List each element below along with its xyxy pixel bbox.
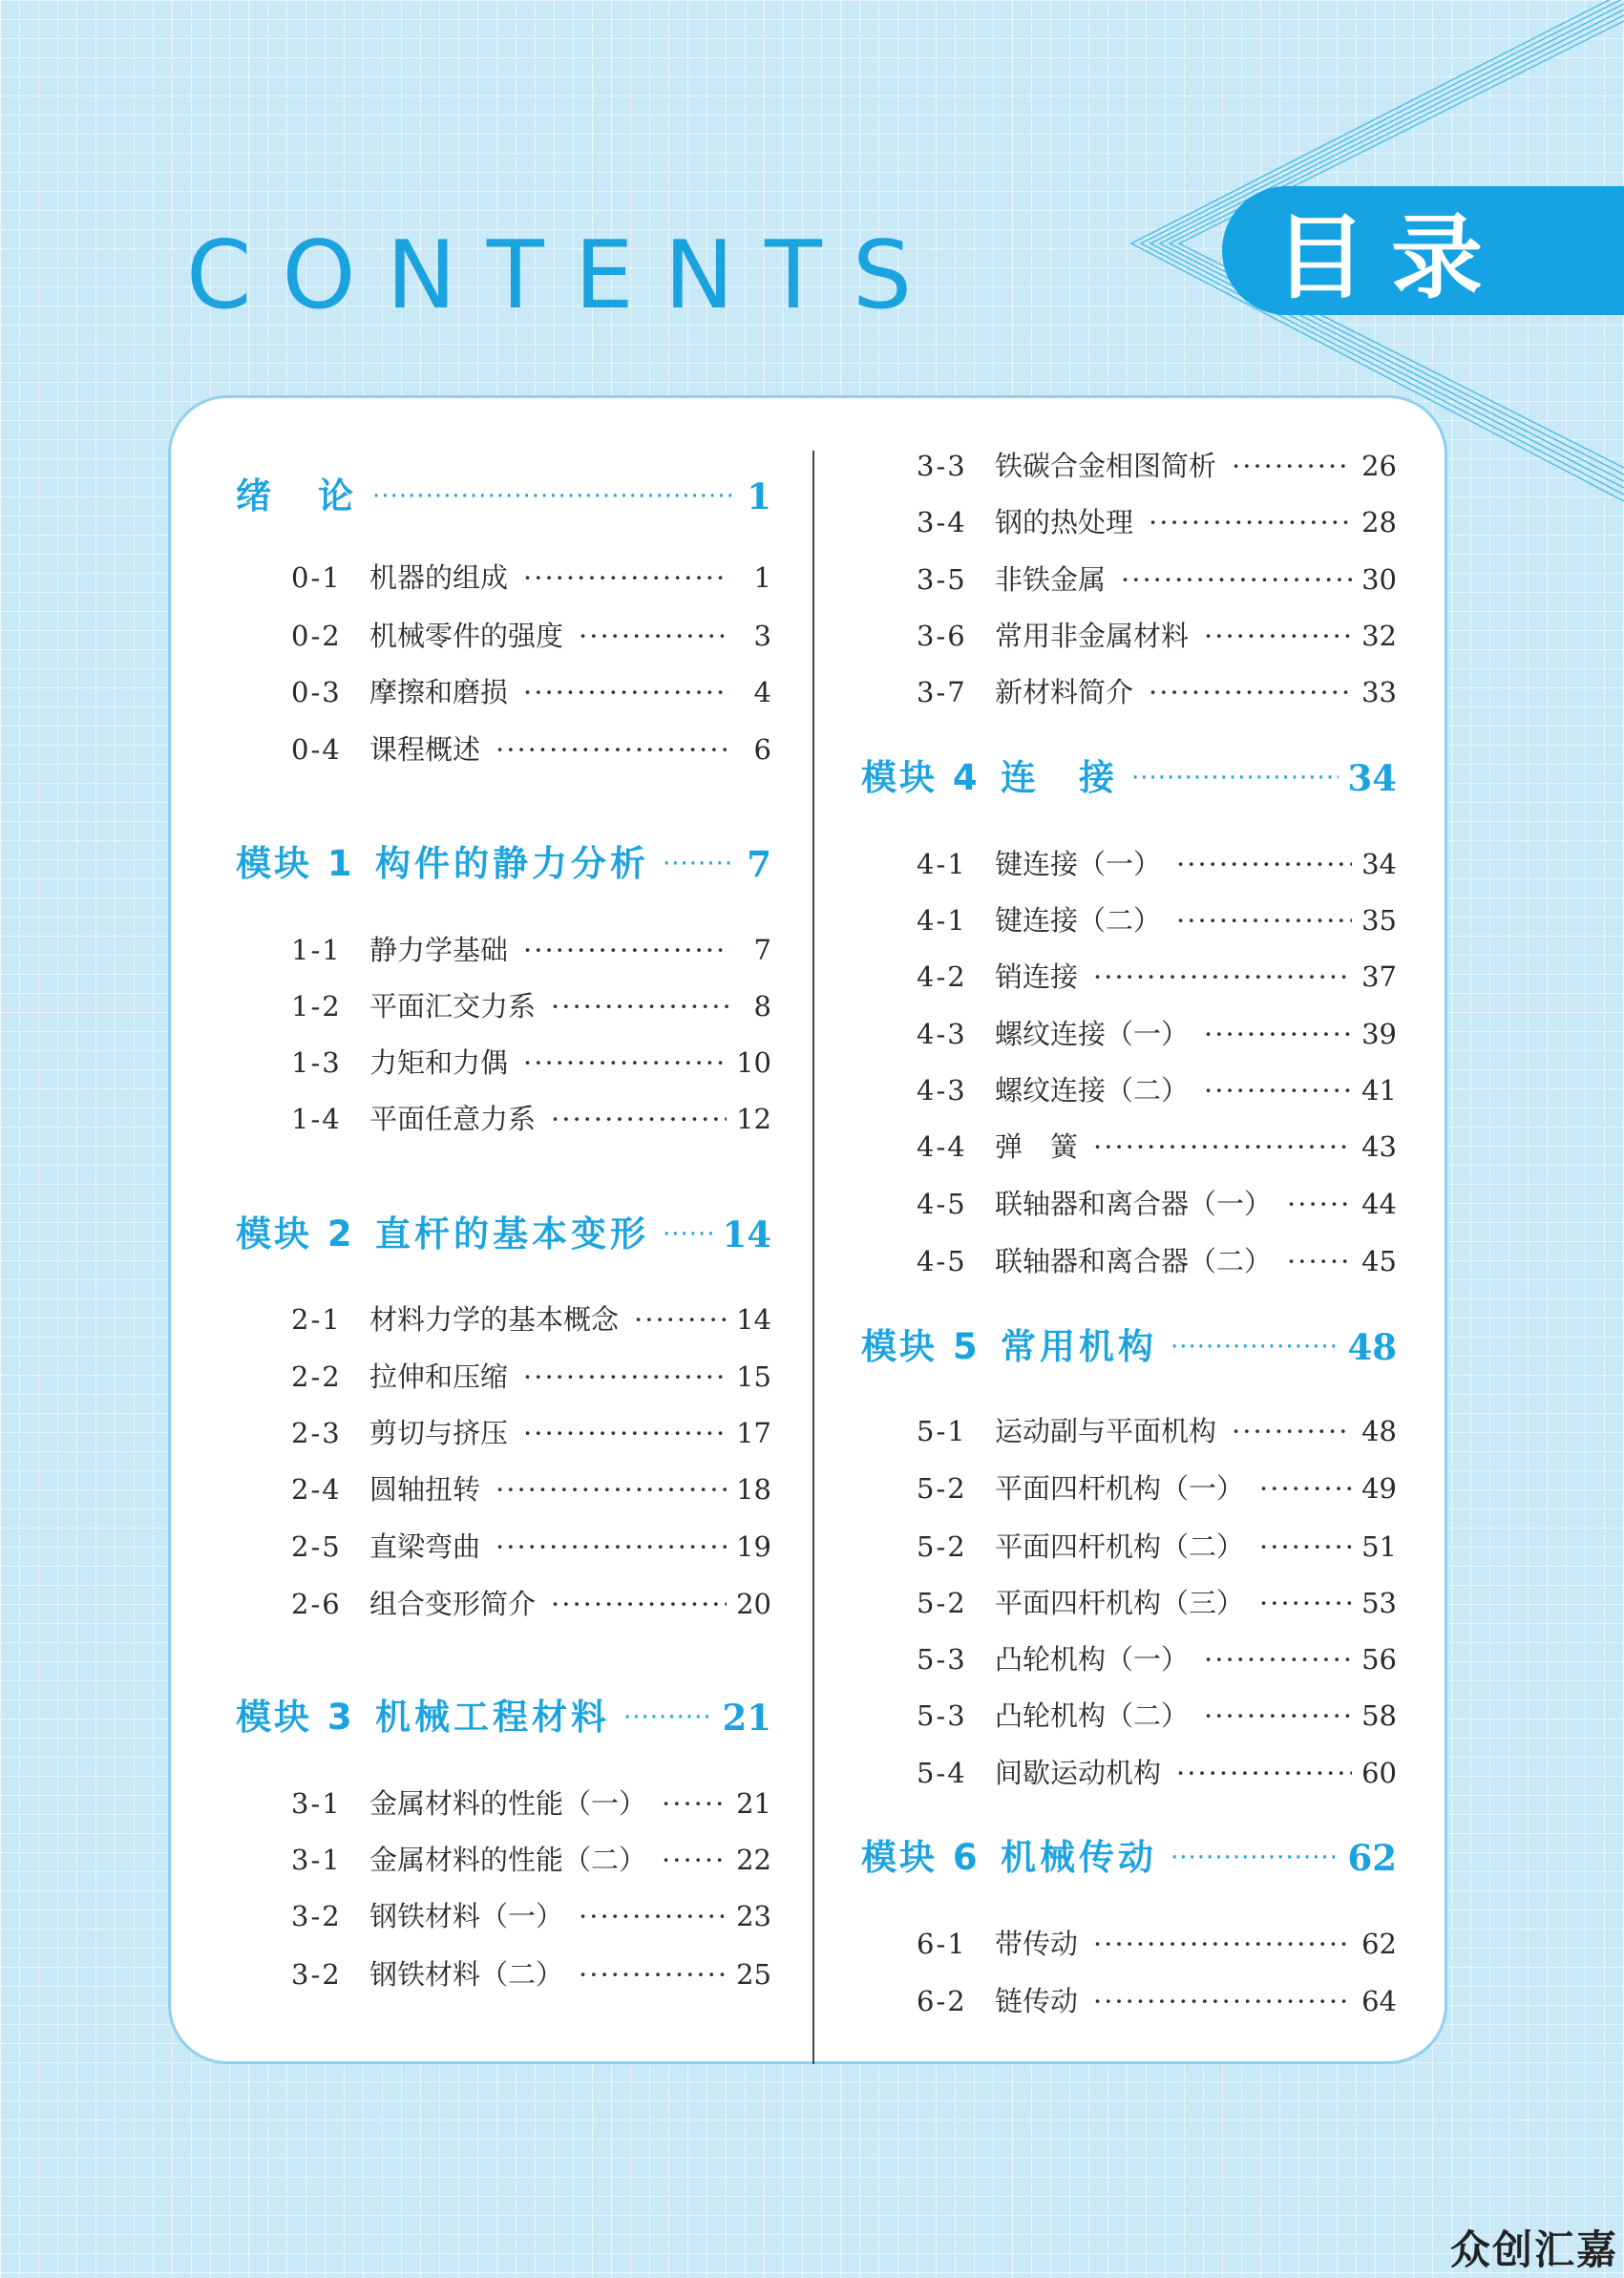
mulu-tab bbox=[1222, 186, 1624, 315]
dot-leader bbox=[1232, 1412, 1352, 1450]
entry-code: 1-3 bbox=[291, 1046, 342, 1079]
toc-entry[interactable] bbox=[291, 1358, 771, 1396]
dot-leader bbox=[1093, 958, 1352, 996]
entry-code: 3-4 bbox=[917, 506, 967, 538]
entry-title: 键连接（一） bbox=[995, 848, 1162, 880]
entry-page-number: 21 bbox=[736, 1787, 771, 1820]
entry-page-number: 3 bbox=[753, 620, 771, 652]
entry-page-number: 28 bbox=[1361, 506, 1397, 538]
toc-entry[interactable] bbox=[917, 1128, 1397, 1166]
dot-leader bbox=[663, 840, 733, 888]
entry-page-number: 7 bbox=[753, 934, 771, 966]
entry-title: 联轴器和离合器（二） bbox=[995, 1245, 1273, 1277]
entry-code: 5-3 bbox=[917, 1699, 967, 1732]
dot-leader bbox=[551, 987, 729, 1025]
entry-title: 键连接（二） bbox=[995, 904, 1162, 937]
toc-module-heading bbox=[861, 754, 1397, 802]
entry-title: 平面汇交力系 bbox=[369, 990, 537, 1023]
entry-title: 带传动 bbox=[995, 1928, 1079, 1960]
module-label: 模块 4 bbox=[861, 757, 981, 798]
dot-leader bbox=[1259, 1469, 1352, 1508]
module-title: 构件的静力分析 bbox=[375, 843, 649, 884]
entry-code: 1-4 bbox=[291, 1103, 342, 1135]
dot-leader bbox=[1171, 1323, 1339, 1371]
entry-page-number: 58 bbox=[1361, 1699, 1397, 1732]
toc-entry[interactable] bbox=[291, 559, 771, 597]
toc-module-heading bbox=[236, 473, 771, 520]
module-page-number: 62 bbox=[1347, 1837, 1397, 1879]
entry-title: 机器的组成 bbox=[369, 561, 509, 594]
entry-title: 拉伸和压缩 bbox=[369, 1360, 509, 1393]
toc-module-heading bbox=[236, 1211, 771, 1258]
entry-code: 4-4 bbox=[917, 1130, 967, 1163]
entry-page-number: 51 bbox=[1361, 1530, 1397, 1563]
mulu-label: 目录 bbox=[1275, 204, 1508, 311]
entry-title: 金属材料的性能（二） bbox=[369, 1844, 647, 1876]
entry-title: 链传动 bbox=[995, 1985, 1079, 2017]
dot-leader bbox=[1204, 1697, 1352, 1735]
entry-title: 非铁金属 bbox=[995, 563, 1107, 596]
entry-page-number: 41 bbox=[1361, 1074, 1397, 1107]
dot-leader bbox=[1204, 1640, 1352, 1678]
dot-leader bbox=[523, 673, 729, 711]
dot-leader bbox=[1204, 617, 1352, 655]
entry-code: 4-3 bbox=[917, 1074, 967, 1107]
dot-leader bbox=[1093, 1128, 1352, 1166]
entry-title: 钢铁材料（二） bbox=[369, 1958, 564, 1991]
dot-leader bbox=[579, 617, 729, 655]
entry-title: 直梁弯曲 bbox=[369, 1530, 481, 1563]
toc-entry[interactable] bbox=[291, 1470, 771, 1508]
dot-leader bbox=[1204, 1071, 1352, 1109]
toc-entry[interactable] bbox=[917, 1754, 1397, 1792]
toc-entry[interactable] bbox=[291, 1955, 771, 1993]
column-divider bbox=[812, 451, 814, 2064]
module-page-number: 14 bbox=[722, 1213, 771, 1255]
entry-code: 4-2 bbox=[917, 960, 967, 993]
dot-leader bbox=[1204, 1015, 1352, 1053]
entry-page-number: 44 bbox=[1361, 1188, 1397, 1220]
entry-code: 4-5 bbox=[917, 1245, 967, 1277]
dot-leader bbox=[579, 1897, 727, 1935]
toc-entry[interactable] bbox=[917, 503, 1397, 541]
dot-leader bbox=[523, 559, 729, 597]
entry-title: 联轴器和离合器（一） bbox=[995, 1188, 1273, 1220]
entry-code: 1-1 bbox=[291, 934, 342, 966]
entry-page-number: 39 bbox=[1361, 1018, 1397, 1050]
toc-entry[interactable] bbox=[291, 1044, 771, 1082]
toc-entry[interactable] bbox=[291, 987, 771, 1025]
dot-leader bbox=[1287, 1242, 1352, 1280]
toc-entry[interactable] bbox=[291, 1897, 771, 1935]
entry-page-number: 49 bbox=[1361, 1472, 1397, 1505]
module-title: 常用机构 bbox=[1001, 1326, 1157, 1367]
toc-entry[interactable] bbox=[291, 931, 771, 969]
entry-code: 5-2 bbox=[917, 1587, 967, 1619]
entry-code: 2-5 bbox=[291, 1530, 342, 1563]
module-title: 机械传动 bbox=[1001, 1837, 1157, 1878]
dot-leader bbox=[372, 473, 733, 520]
entry-code: 4-5 bbox=[917, 1188, 967, 1220]
dot-leader bbox=[1259, 1584, 1352, 1622]
entry-title: 平面四杆机构（三） bbox=[995, 1587, 1245, 1619]
dot-leader bbox=[523, 1044, 727, 1082]
dot-leader bbox=[1149, 503, 1352, 541]
entry-title: 金属材料的性能（一） bbox=[369, 1787, 647, 1820]
dot-leader bbox=[1093, 1982, 1352, 2020]
entry-code: 3-5 bbox=[917, 563, 967, 596]
entry-page-number: 20 bbox=[736, 1588, 771, 1620]
dot-leader bbox=[1176, 845, 1352, 883]
entry-title: 摩擦和磨损 bbox=[369, 676, 509, 708]
entry-title: 铁碳合金相图简析 bbox=[995, 450, 1217, 482]
contents-heading: CONTENTS bbox=[186, 221, 943, 330]
dot-leader bbox=[662, 1841, 727, 1879]
dot-leader bbox=[1121, 560, 1352, 599]
entry-title: 螺纹连接（二） bbox=[995, 1074, 1190, 1107]
entry-code: 0-3 bbox=[291, 676, 342, 708]
dot-leader bbox=[496, 1470, 727, 1508]
entry-title: 力矩和力偶 bbox=[369, 1046, 509, 1079]
entry-code: 4-1 bbox=[917, 848, 967, 880]
entry-page-number: 17 bbox=[736, 1417, 771, 1449]
entry-title: 凸轮机构（一） bbox=[995, 1643, 1190, 1676]
entry-code: 3-7 bbox=[917, 676, 967, 708]
entry-page-number: 4 bbox=[753, 676, 771, 708]
dot-leader bbox=[523, 931, 729, 969]
entry-page-number: 60 bbox=[1361, 1757, 1397, 1789]
module-page-number: 1 bbox=[747, 475, 771, 517]
entry-page-number: 48 bbox=[1361, 1415, 1397, 1447]
entry-page-number: 33 bbox=[1361, 676, 1397, 708]
dot-leader bbox=[662, 1784, 727, 1823]
entry-page-number: 32 bbox=[1361, 620, 1397, 652]
entry-title: 钢的热处理 bbox=[995, 506, 1134, 538]
toc-entry[interactable] bbox=[917, 1640, 1397, 1678]
entry-code: 3-1 bbox=[291, 1787, 342, 1820]
toc-entry[interactable] bbox=[917, 560, 1397, 599]
entry-code: 2-6 bbox=[291, 1588, 342, 1620]
entry-title: 静力学基础 bbox=[369, 934, 509, 966]
toc-entry[interactable] bbox=[917, 958, 1397, 996]
module-page-number: 7 bbox=[747, 843, 771, 885]
entry-code: 1-2 bbox=[291, 990, 342, 1023]
dot-leader bbox=[523, 1358, 727, 1396]
entry-code: 0-1 bbox=[291, 561, 342, 594]
entry-title: 平面任意力系 bbox=[369, 1103, 537, 1135]
entry-page-number: 64 bbox=[1361, 1985, 1397, 2017]
entry-code: 5-1 bbox=[917, 1415, 967, 1447]
toc-module-heading bbox=[236, 1694, 771, 1741]
entry-code: 5-2 bbox=[917, 1530, 967, 1563]
toc-entry[interactable] bbox=[291, 1300, 771, 1339]
entry-code: 5-3 bbox=[917, 1643, 967, 1676]
entry-page-number: 26 bbox=[1361, 450, 1397, 482]
dot-leader bbox=[523, 1414, 727, 1452]
entry-code: 3-6 bbox=[917, 620, 967, 652]
toc-entry[interactable] bbox=[291, 1414, 771, 1452]
toc-module-heading bbox=[861, 1834, 1397, 1882]
module-label: 模块 3 bbox=[236, 1697, 355, 1738]
entry-code: 6-1 bbox=[917, 1928, 967, 1960]
dot-leader bbox=[1287, 1185, 1352, 1223]
dot-leader bbox=[634, 1300, 727, 1339]
dot-leader bbox=[496, 730, 729, 769]
entry-page-number: 23 bbox=[736, 1900, 771, 1932]
module-title: 直杆的基本变形 bbox=[375, 1213, 649, 1255]
entry-page-number: 56 bbox=[1361, 1643, 1397, 1676]
toc-entry[interactable] bbox=[917, 1925, 1397, 1963]
entry-title: 机械零件的强度 bbox=[369, 620, 564, 652]
dot-leader bbox=[663, 1211, 713, 1258]
dot-leader bbox=[1176, 1754, 1352, 1792]
entry-code: 5-2 bbox=[917, 1472, 967, 1505]
module-label: 绪 论 bbox=[236, 475, 359, 517]
entry-page-number: 22 bbox=[736, 1844, 771, 1876]
entry-title: 组合变形简介 bbox=[369, 1588, 537, 1620]
toc-entry[interactable] bbox=[917, 1071, 1397, 1109]
toc-entry[interactable] bbox=[291, 1100, 771, 1138]
module-title: 连 接 bbox=[1001, 757, 1118, 798]
dot-leader bbox=[496, 1528, 727, 1566]
dot-leader bbox=[1131, 754, 1339, 802]
entry-page-number: 34 bbox=[1361, 848, 1397, 880]
dot-leader bbox=[1232, 447, 1352, 485]
entry-code: 0-4 bbox=[291, 733, 342, 766]
dot-leader bbox=[579, 1955, 727, 1993]
entry-code: 0-2 bbox=[291, 620, 342, 652]
entry-title: 新材料简介 bbox=[995, 676, 1134, 708]
module-label: 模块 6 bbox=[861, 1837, 981, 1878]
entry-code: 3-2 bbox=[291, 1958, 342, 1991]
entry-title: 平面四杆机构（二） bbox=[995, 1530, 1245, 1563]
entry-code: 3-1 bbox=[291, 1844, 342, 1876]
toc-entry[interactable] bbox=[291, 1841, 771, 1879]
module-label: 模块 1 bbox=[236, 843, 355, 884]
entry-page-number: 12 bbox=[736, 1103, 771, 1135]
toc-entry[interactable] bbox=[291, 617, 771, 655]
entry-title: 平面四杆机构（一） bbox=[995, 1472, 1245, 1505]
toc-entry[interactable] bbox=[917, 1185, 1397, 1223]
entry-page-number: 14 bbox=[736, 1303, 771, 1336]
entry-code: 5-4 bbox=[917, 1757, 967, 1789]
entry-code: 4-3 bbox=[917, 1018, 967, 1050]
toc-card bbox=[168, 395, 1447, 2064]
module-label: 模块 5 bbox=[861, 1326, 981, 1367]
entry-code: 3-3 bbox=[917, 450, 967, 482]
dot-leader bbox=[1149, 673, 1352, 711]
toc-entry[interactable] bbox=[917, 1584, 1397, 1622]
module-page-number: 34 bbox=[1347, 757, 1397, 799]
entry-title: 课程概述 bbox=[369, 733, 481, 766]
entry-page-number: 62 bbox=[1361, 1928, 1397, 1960]
entry-title: 弹 簧 bbox=[995, 1130, 1079, 1163]
dot-leader bbox=[623, 1694, 713, 1741]
toc-entry[interactable] bbox=[291, 1528, 771, 1566]
entry-page-number: 53 bbox=[1361, 1587, 1397, 1619]
toc-entry[interactable] bbox=[291, 730, 771, 769]
entry-page-number: 1 bbox=[753, 561, 771, 594]
toc-entry[interactable] bbox=[917, 673, 1397, 711]
module-title: 机械工程材料 bbox=[375, 1697, 610, 1738]
entry-title: 剪切与挤压 bbox=[369, 1417, 509, 1449]
entry-page-number: 25 bbox=[736, 1958, 771, 1991]
entry-title: 螺纹连接（一） bbox=[995, 1018, 1190, 1050]
entry-title: 圆轴扭转 bbox=[369, 1473, 481, 1506]
toc-module-heading bbox=[861, 1323, 1397, 1371]
entry-page-number: 19 bbox=[736, 1530, 771, 1563]
toc-entry[interactable] bbox=[917, 1412, 1397, 1450]
toc-entry[interactable] bbox=[917, 1982, 1397, 2020]
entry-page-number: 35 bbox=[1361, 904, 1397, 937]
entry-page-number: 43 bbox=[1361, 1130, 1397, 1163]
entry-code: 2-3 bbox=[291, 1417, 342, 1449]
dot-leader bbox=[1093, 1925, 1352, 1963]
entry-code: 2-2 bbox=[291, 1360, 342, 1393]
entry-title: 材料力学的基本概念 bbox=[369, 1303, 620, 1336]
dot-leader bbox=[1176, 901, 1352, 939]
entry-title: 凸轮机构（二） bbox=[995, 1699, 1190, 1732]
module-label: 模块 2 bbox=[236, 1213, 355, 1255]
toc-entry[interactable] bbox=[917, 901, 1397, 939]
toc-entry[interactable] bbox=[917, 447, 1397, 485]
entry-title: 钢铁材料（一） bbox=[369, 1900, 564, 1932]
dot-leader bbox=[551, 1100, 727, 1138]
toc-entry[interactable] bbox=[917, 1469, 1397, 1508]
entry-title: 间歇运动机构 bbox=[995, 1757, 1162, 1789]
toc-entry[interactable] bbox=[917, 1242, 1397, 1280]
toc-entry[interactable] bbox=[917, 1697, 1397, 1735]
entry-title: 运动副与平面机构 bbox=[995, 1415, 1217, 1447]
dot-leader bbox=[1259, 1528, 1352, 1566]
entry-title: 常用非金属材料 bbox=[995, 620, 1190, 652]
entry-page-number: 6 bbox=[753, 733, 771, 766]
entry-page-number: 45 bbox=[1361, 1245, 1397, 1277]
entry-page-number: 15 bbox=[736, 1360, 771, 1393]
entry-code: 2-4 bbox=[291, 1473, 342, 1506]
entry-title: 销连接 bbox=[995, 960, 1079, 993]
entry-page-number: 8 bbox=[753, 990, 771, 1023]
entry-code: 3-2 bbox=[291, 1900, 342, 1932]
watermark-logo: 众创汇嘉 bbox=[1449, 2226, 1618, 2273]
dot-leader bbox=[551, 1585, 727, 1623]
entry-code: 2-1 bbox=[291, 1303, 342, 1336]
entry-page-number: 10 bbox=[736, 1046, 771, 1079]
toc-entry[interactable] bbox=[917, 617, 1397, 655]
module-page-number: 21 bbox=[722, 1697, 771, 1739]
entry-page-number: 37 bbox=[1361, 960, 1397, 993]
toc-entry[interactable] bbox=[917, 845, 1397, 883]
toc-entry[interactable] bbox=[917, 1015, 1397, 1053]
toc-entry[interactable] bbox=[917, 1528, 1397, 1566]
entry-page-number: 30 bbox=[1361, 563, 1397, 596]
toc-entry[interactable] bbox=[291, 673, 771, 711]
entry-code: 4-1 bbox=[917, 904, 967, 937]
entry-code: 6-2 bbox=[917, 1985, 967, 2017]
entry-page-number: 18 bbox=[736, 1473, 771, 1506]
toc-module-heading bbox=[236, 840, 771, 888]
module-page-number: 48 bbox=[1347, 1326, 1397, 1368]
toc-entry[interactable] bbox=[291, 1784, 771, 1823]
toc-entry[interactable] bbox=[291, 1585, 771, 1623]
dot-leader bbox=[1171, 1834, 1339, 1882]
